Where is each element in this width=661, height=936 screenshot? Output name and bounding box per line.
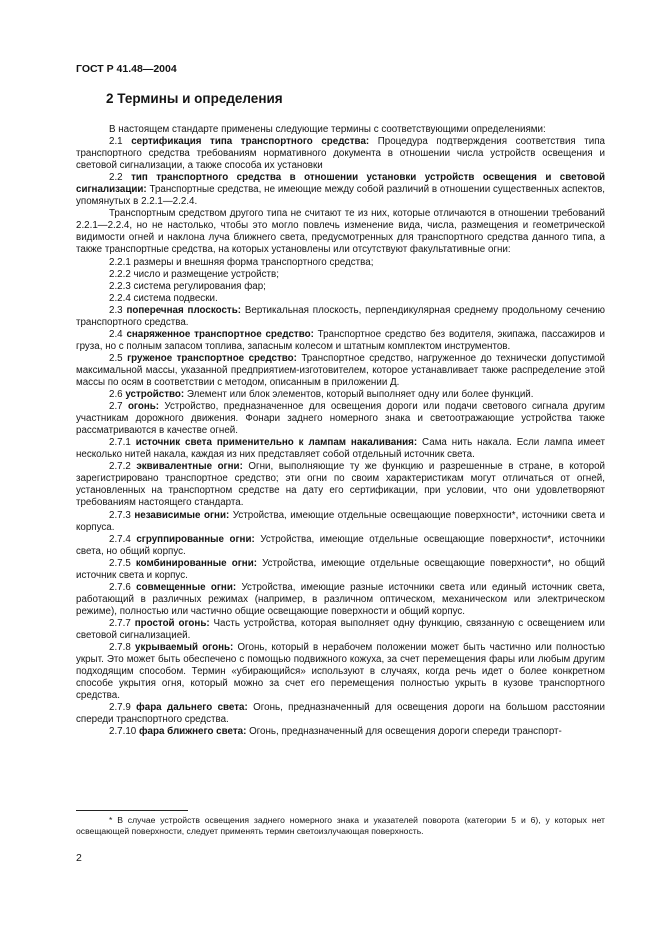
definitions-list [76, 136, 605, 738]
definition-text: Элемент или блок элементов, который выполняет одну или более функций. [184, 389, 534, 401]
definition-paragraph [76, 702, 605, 726]
term: сертификация типа транспортного средства: [131, 136, 370, 148]
term: фара дальнего света: [136, 702, 248, 714]
term: груженое транспортное средство: [127, 352, 297, 364]
definition-paragraph [76, 618, 605, 642]
term: эквивалентные огни: [136, 461, 243, 473]
definition-paragraph [76, 329, 605, 353]
definition-paragraph [76, 172, 605, 208]
page-number: 2 [76, 852, 82, 864]
clause-number: 2.7.8 [109, 642, 135, 654]
definition-paragraph [76, 510, 605, 534]
clause-number: 2.7 [109, 401, 128, 413]
section-title: 2 Термины и определения [106, 91, 283, 106]
definition-paragraph [76, 437, 605, 461]
definition-text: Огонь, который в нерабочем положении может быть частично или полностью укрыт. Это может быть обеспечено с помощью подвижного кожуха, за счет перемещения фары или любым другим подходящим способом. Термин «убирающийся» используют в случаях, когда речь идет о более конкретном способе укрытия огня, который можно за счет его перемещения полностью укрыть в кузове транспортного средства. [76, 642, 606, 702]
definition-text: Устройство, предназначенное для освещения дороги или подачи светового сигнала другим участникам дорожного движения. Фонари заднего номерного знака и светоотражающие устройства также рассматриваются в качестве огней. [76, 401, 606, 437]
term: простой огонь: [134, 617, 210, 629]
intro-paragraph: В настоящем стандарте применены следующие термины с соответствующими определениями: [109, 124, 546, 135]
term: источник света применительно к лампам накаливания: [135, 437, 418, 449]
term: устройство: [125, 389, 185, 401]
term: комбинированные огни: [135, 557, 257, 569]
definition-paragraph [76, 305, 605, 329]
definition-text: Устройства, имеющие разные источники света или единый источник света, работающий в различных режимах (например, в различном оптическом, механическом или электрическом режиме), полностью или частично общие освещающие поверхности и общий корпус. [76, 581, 605, 617]
definition-text: Транспортным средством другого типа не считают те из них, которые отличаются в отношении требований 2.2.1—2.2.4, но не настолько, чтобы это могло повлечь изменение вида, числа, размещения и геометрической видимости огней и наклона луча ближнего света, предусмотренных для транспортного средства данного типа, а также транспортные средства, на которых установлены или отсутствуют факультативные огни: [76, 208, 605, 256]
definition-paragraph [76, 293, 605, 305]
term: независимые огни: [134, 509, 230, 521]
clause-number: 2.4 [109, 328, 127, 340]
footnote-divider [76, 810, 188, 811]
definition-text: Устройства, имеющие отдельные освещающие поверхности*, но общий источник света и корпус. [76, 557, 606, 581]
definition-text: Транспортные средства, не имеющие между собой различий в отношении существенных аспектов, упомянутых в 2.2.1—2.2.4. [76, 184, 605, 208]
clause-number: 2.6 [109, 389, 126, 401]
clause-number: 2.7.1 [109, 437, 136, 449]
definition-text: 2.2.1 размеры и внешняя форма транспортного средства; [109, 256, 374, 268]
term: снаряженное транспортное средство: [126, 328, 314, 340]
definition-text: Процедура подтверждения соответствия типа транспортного средства требованиям нормативного документа в отношении числа устройств освещения и световой сигнализации, а также способа их установки [76, 136, 605, 172]
term: огонь: [127, 401, 160, 413]
definition-text: Огонь, предназначенный для освещения дороги спереди транспорт- [246, 726, 562, 738]
definition-paragraph [76, 642, 605, 702]
definition-paragraph [76, 726, 605, 738]
clause-number: 2.2 [109, 172, 132, 184]
definition-text: Транспортное средство, нагруженное до технически допустимой максимальной массы, указанной предприятием-изготовителем, которое устанавливает также распределение этой массы по осям в соответствии с методом, описанным в приложении Д. [76, 352, 605, 388]
definition-text: 2.2.2 число и размещение устройств; [109, 268, 279, 280]
definition-text: 2.2.4 система подвески. [109, 292, 218, 304]
definition-paragraph [76, 558, 605, 582]
definition-text: Сама нить накала. Если лампа имеет несколько нитей накала, каждая из них представляет собой отдельный источник света. [76, 437, 605, 461]
clause-number: 2.7.5 [109, 557, 136, 569]
term: укрываемый огонь: [135, 642, 234, 654]
definition-paragraph [76, 401, 605, 437]
footnote [76, 815, 605, 837]
definition-text: Вертикальная плоскость, перпендикулярная среднему продольному сечению транспортного средства. [76, 304, 606, 328]
term: тип транспортного средства в отношении установки устройств освещения и световой сигнализации: [76, 172, 605, 196]
definition-paragraph [76, 461, 605, 509]
definition-text: Огонь, предназначенный для освещения дороги на большом расстоянии спереди транспортного средства. [76, 702, 605, 726]
definition-text: 2.2.3 система регулирования фар; [109, 280, 266, 292]
definition-paragraph [76, 389, 605, 401]
clause-number: 2.7.9 [109, 702, 137, 714]
definition-text: Огни, выполняющие ту же функцию и разрешенные в стране, в которой зарегистрировано транспортное средство; эти огни по своим характеристикам могут отличаться от огней, установленных на транспортном средстве на дату его сертификации, при условии, что они удовлетворяют требованиям настоящего стандарта. [76, 461, 606, 509]
clause-number: 2.7.3 [109, 509, 135, 521]
clause-number: 2.7.2 [109, 461, 137, 473]
document-header: ГОСТ Р 41.48—2004 [76, 63, 177, 75]
definition-paragraph [76, 534, 605, 558]
clause-number: 2.3 [109, 304, 127, 316]
definition-paragraph [76, 208, 605, 256]
body-text [76, 124, 605, 738]
clause-number: 2.7.10 [109, 726, 139, 738]
term: поперечная плоскость: [126, 304, 242, 316]
definition-paragraph [76, 582, 605, 618]
clause-number: 2.5 [109, 352, 128, 364]
clause-number: 2.7.4 [109, 533, 137, 545]
definition-text: Устройства, имеющие отдельные освещающие поверхности*, источники света, но общий корпус. [76, 533, 605, 557]
definition-paragraph [76, 281, 605, 293]
definition-text: Устройства, имеющие отдельные освещающие поверхности*, источники света и корпуса. [76, 509, 606, 533]
definition-paragraph [76, 136, 605, 172]
definition-paragraph [76, 269, 605, 281]
footnote-text: * В случае устройств освещения заднего номерного знака и указателей поворота (категории 5 и 6), у которых нет освещающей поверхности, следует применять термин светоизлучающая поверхность. [76, 815, 605, 836]
term: фара ближнего света: [138, 726, 247, 738]
definition-paragraph [76, 257, 605, 269]
term: сгруппированные огни: [136, 533, 255, 545]
definition-text: Транспортное средство без водителя, экипажа, пассажиров и груза, но с полным запасом топлива, запасным колесом и штатным комплектом инструментов. [76, 328, 605, 352]
definition-text: Часть устройства, которая выполняет одну функцию, связанную с освещением или световой сигнализацией. [76, 617, 606, 641]
term: совмещенные огни: [136, 581, 237, 593]
clause-number: 2.7.6 [109, 581, 137, 593]
definition-paragraph [76, 353, 605, 389]
clause-number: 2.1 [109, 136, 132, 148]
clause-number: 2.7.7 [109, 617, 135, 629]
